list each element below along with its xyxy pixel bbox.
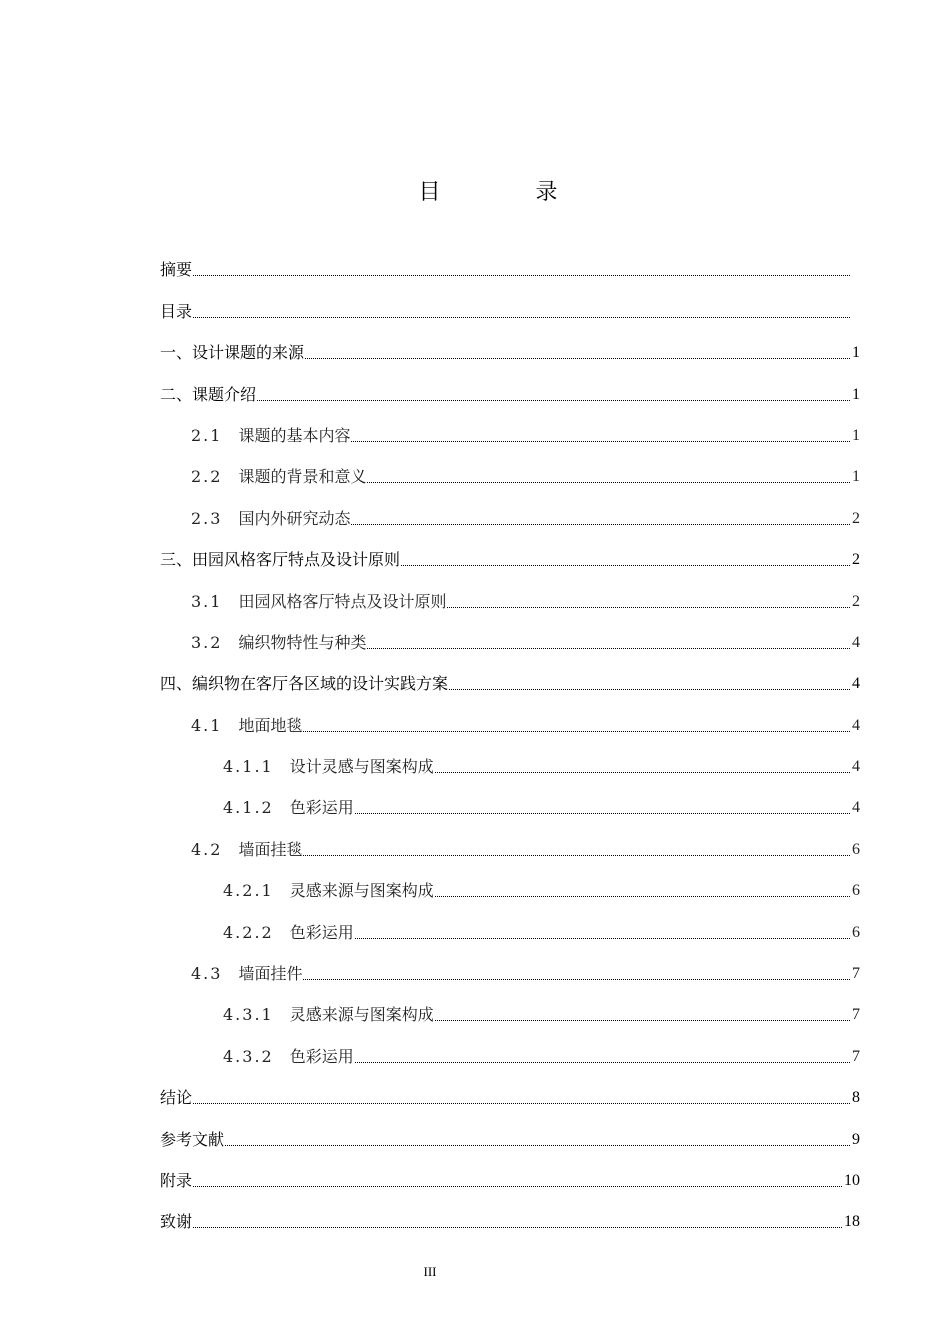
toc-dot-leader: [193, 274, 850, 276]
toc-entry-title: 三、田园风格客厅特点及设计原则: [160, 550, 401, 570]
toc-entry-number: 4.2.2: [223, 922, 274, 942]
toc-dot-leader: [193, 1102, 850, 1104]
toc-entry-title: 四、编织物在客厅各区域的设计实践方案: [160, 674, 449, 694]
toc-entry-page: 1: [852, 385, 860, 403]
toc-entry-number: 4.3.2: [223, 1046, 274, 1066]
toc-entry-title: 一、设计课题的来源: [160, 343, 305, 363]
toc-entry-page: 4: [852, 633, 860, 651]
toc-entry[interactable]: [160, 1192, 860, 1233]
toc-entry[interactable]: [160, 488, 860, 529]
toc-dot-leader: [303, 854, 850, 856]
toc-entry-page: 8: [852, 1089, 860, 1107]
toc-entry-page: 4: [852, 799, 860, 817]
toc-entry-number: 2.2: [191, 467, 223, 487]
toc-entry-page: 7: [852, 1047, 860, 1065]
toc-dot-leader: [193, 1185, 842, 1187]
page-number: III: [423, 1264, 437, 1279]
toc-entry-title: 色彩运用: [289, 798, 354, 818]
toc-entry-number: 4.3: [191, 964, 223, 984]
toc-entry[interactable]: [160, 985, 860, 1026]
toc-dot-leader: [435, 1019, 850, 1021]
toc-entry-title: 设计灵感与图案构成: [289, 757, 434, 777]
toc-entry-title: 参考文献: [160, 1129, 225, 1149]
toc-dot-leader: [447, 606, 850, 608]
toc-dot-leader: [225, 1144, 850, 1146]
toc-entry-title: 致谢: [160, 1212, 193, 1232]
toc-entry-page: 2: [852, 551, 860, 569]
toc-dot-leader: [401, 564, 850, 566]
toc-entry-title: 编织物特性与种类: [238, 632, 367, 652]
toc-dot-leader: [355, 937, 850, 939]
toc-entry[interactable]: [160, 323, 860, 364]
toc-entry-page: 7: [852, 1006, 860, 1024]
table-of-contents: [160, 240, 860, 1233]
toc-entry-number: 3.1: [191, 591, 223, 611]
toc-entry-page: 2: [852, 592, 860, 610]
toc-entry-title: 灵感来源与图案构成: [289, 881, 434, 901]
toc-entry-title: 地面地毯: [238, 715, 303, 735]
toc-entry-page: 2: [852, 509, 860, 527]
toc-entry-title: 墙面挂件: [238, 964, 303, 984]
toc-entry-page: 6: [852, 840, 860, 858]
toc-entry[interactable]: [160, 902, 860, 943]
toc-entry[interactable]: [160, 240, 860, 281]
toc-dot-leader: [193, 1226, 842, 1228]
toc-entry[interactable]: [160, 737, 860, 778]
toc-entry-title: 目录: [160, 301, 193, 321]
toc-entry[interactable]: [160, 364, 860, 405]
toc-entry-title: 色彩运用: [289, 922, 354, 942]
toc-dot-leader: [435, 895, 850, 897]
toc-entry-number: 4.2.1: [223, 881, 274, 901]
toc-entry-number: 4.1.2: [223, 798, 274, 818]
toc-entry[interactable]: [160, 695, 860, 736]
toc-entry-title: 灵感来源与图案构成: [289, 1005, 434, 1025]
toc-dot-leader: [351, 523, 850, 525]
toc-entry-title: 二、课题介绍: [160, 384, 257, 404]
toc-entry[interactable]: [160, 1109, 860, 1150]
toc-entry[interactable]: [160, 861, 860, 902]
toc-dot-leader: [303, 730, 850, 732]
toc-entry-page: 7: [852, 965, 860, 983]
toc-entry-page: 10: [844, 1171, 860, 1189]
toc-entry[interactable]: [160, 1026, 860, 1067]
toc-entry[interactable]: [160, 530, 860, 571]
toc-entry-page: 6: [852, 882, 860, 900]
toc-entry-page: 18: [844, 1213, 860, 1231]
toc-entry[interactable]: [160, 613, 860, 654]
toc-entry[interactable]: [160, 447, 860, 488]
toc-dot-leader: [355, 812, 850, 814]
toc-entry[interactable]: [160, 406, 860, 447]
toc-dot-leader: [449, 688, 850, 690]
toc-entry[interactable]: [160, 778, 860, 819]
toc-entry[interactable]: [160, 819, 860, 860]
toc-entry[interactable]: [160, 944, 860, 985]
toc-entry[interactable]: [160, 1151, 860, 1192]
toc-entry[interactable]: [160, 1068, 860, 1109]
toc-entry-title: 结论: [160, 1088, 193, 1108]
toc-entry-number: 4.1.1: [223, 757, 274, 777]
page-title: 目 录: [418, 180, 602, 205]
toc-entry-title: 附录: [160, 1170, 193, 1190]
toc-dot-leader: [257, 399, 850, 401]
toc-dot-leader: [351, 440, 850, 442]
toc-entry-title: 课题的基本内容: [238, 425, 351, 445]
toc-entry-title: 国内外研究动态: [238, 508, 351, 528]
toc-entry-title: 色彩运用: [289, 1046, 354, 1066]
toc-entry-number: 2.3: [191, 508, 223, 528]
toc-entry-page: 1: [852, 468, 860, 486]
toc-entry-page: 1: [852, 344, 860, 362]
toc-entry-title: 课题的背景和意义: [238, 467, 367, 487]
toc-dot-leader: [367, 481, 850, 483]
toc-dot-leader: [367, 647, 850, 649]
toc-dot-leader: [355, 1061, 850, 1063]
toc-dot-leader: [305, 357, 850, 359]
toc-entry-number: 4.2: [191, 839, 223, 859]
toc-dot-leader: [303, 978, 850, 980]
toc-entry-number: 4.3.1: [223, 1005, 274, 1025]
toc-entry-number: 2.1: [191, 425, 223, 445]
toc-entry-title: 摘要: [160, 260, 193, 280]
toc-dot-leader: [193, 316, 850, 318]
toc-entry[interactable]: [160, 571, 860, 612]
toc-entry-number: 4.1: [191, 715, 223, 735]
toc-entry[interactable]: [160, 654, 860, 695]
toc-entry-page: 9: [852, 1130, 860, 1148]
toc-entry-title: 田园风格客厅特点及设计原则: [238, 591, 447, 611]
toc-dot-leader: [435, 771, 850, 773]
toc-entry-page: 4: [852, 758, 860, 776]
toc-entry-page: 1: [852, 426, 860, 444]
toc-entry[interactable]: [160, 281, 860, 322]
toc-entry-page: 4: [852, 675, 860, 693]
toc-entry-page: 6: [852, 923, 860, 941]
toc-entry-number: 3.2: [191, 632, 223, 652]
toc-entry-page: 4: [852, 716, 860, 734]
toc-entry-title: 墙面挂毯: [238, 839, 303, 859]
